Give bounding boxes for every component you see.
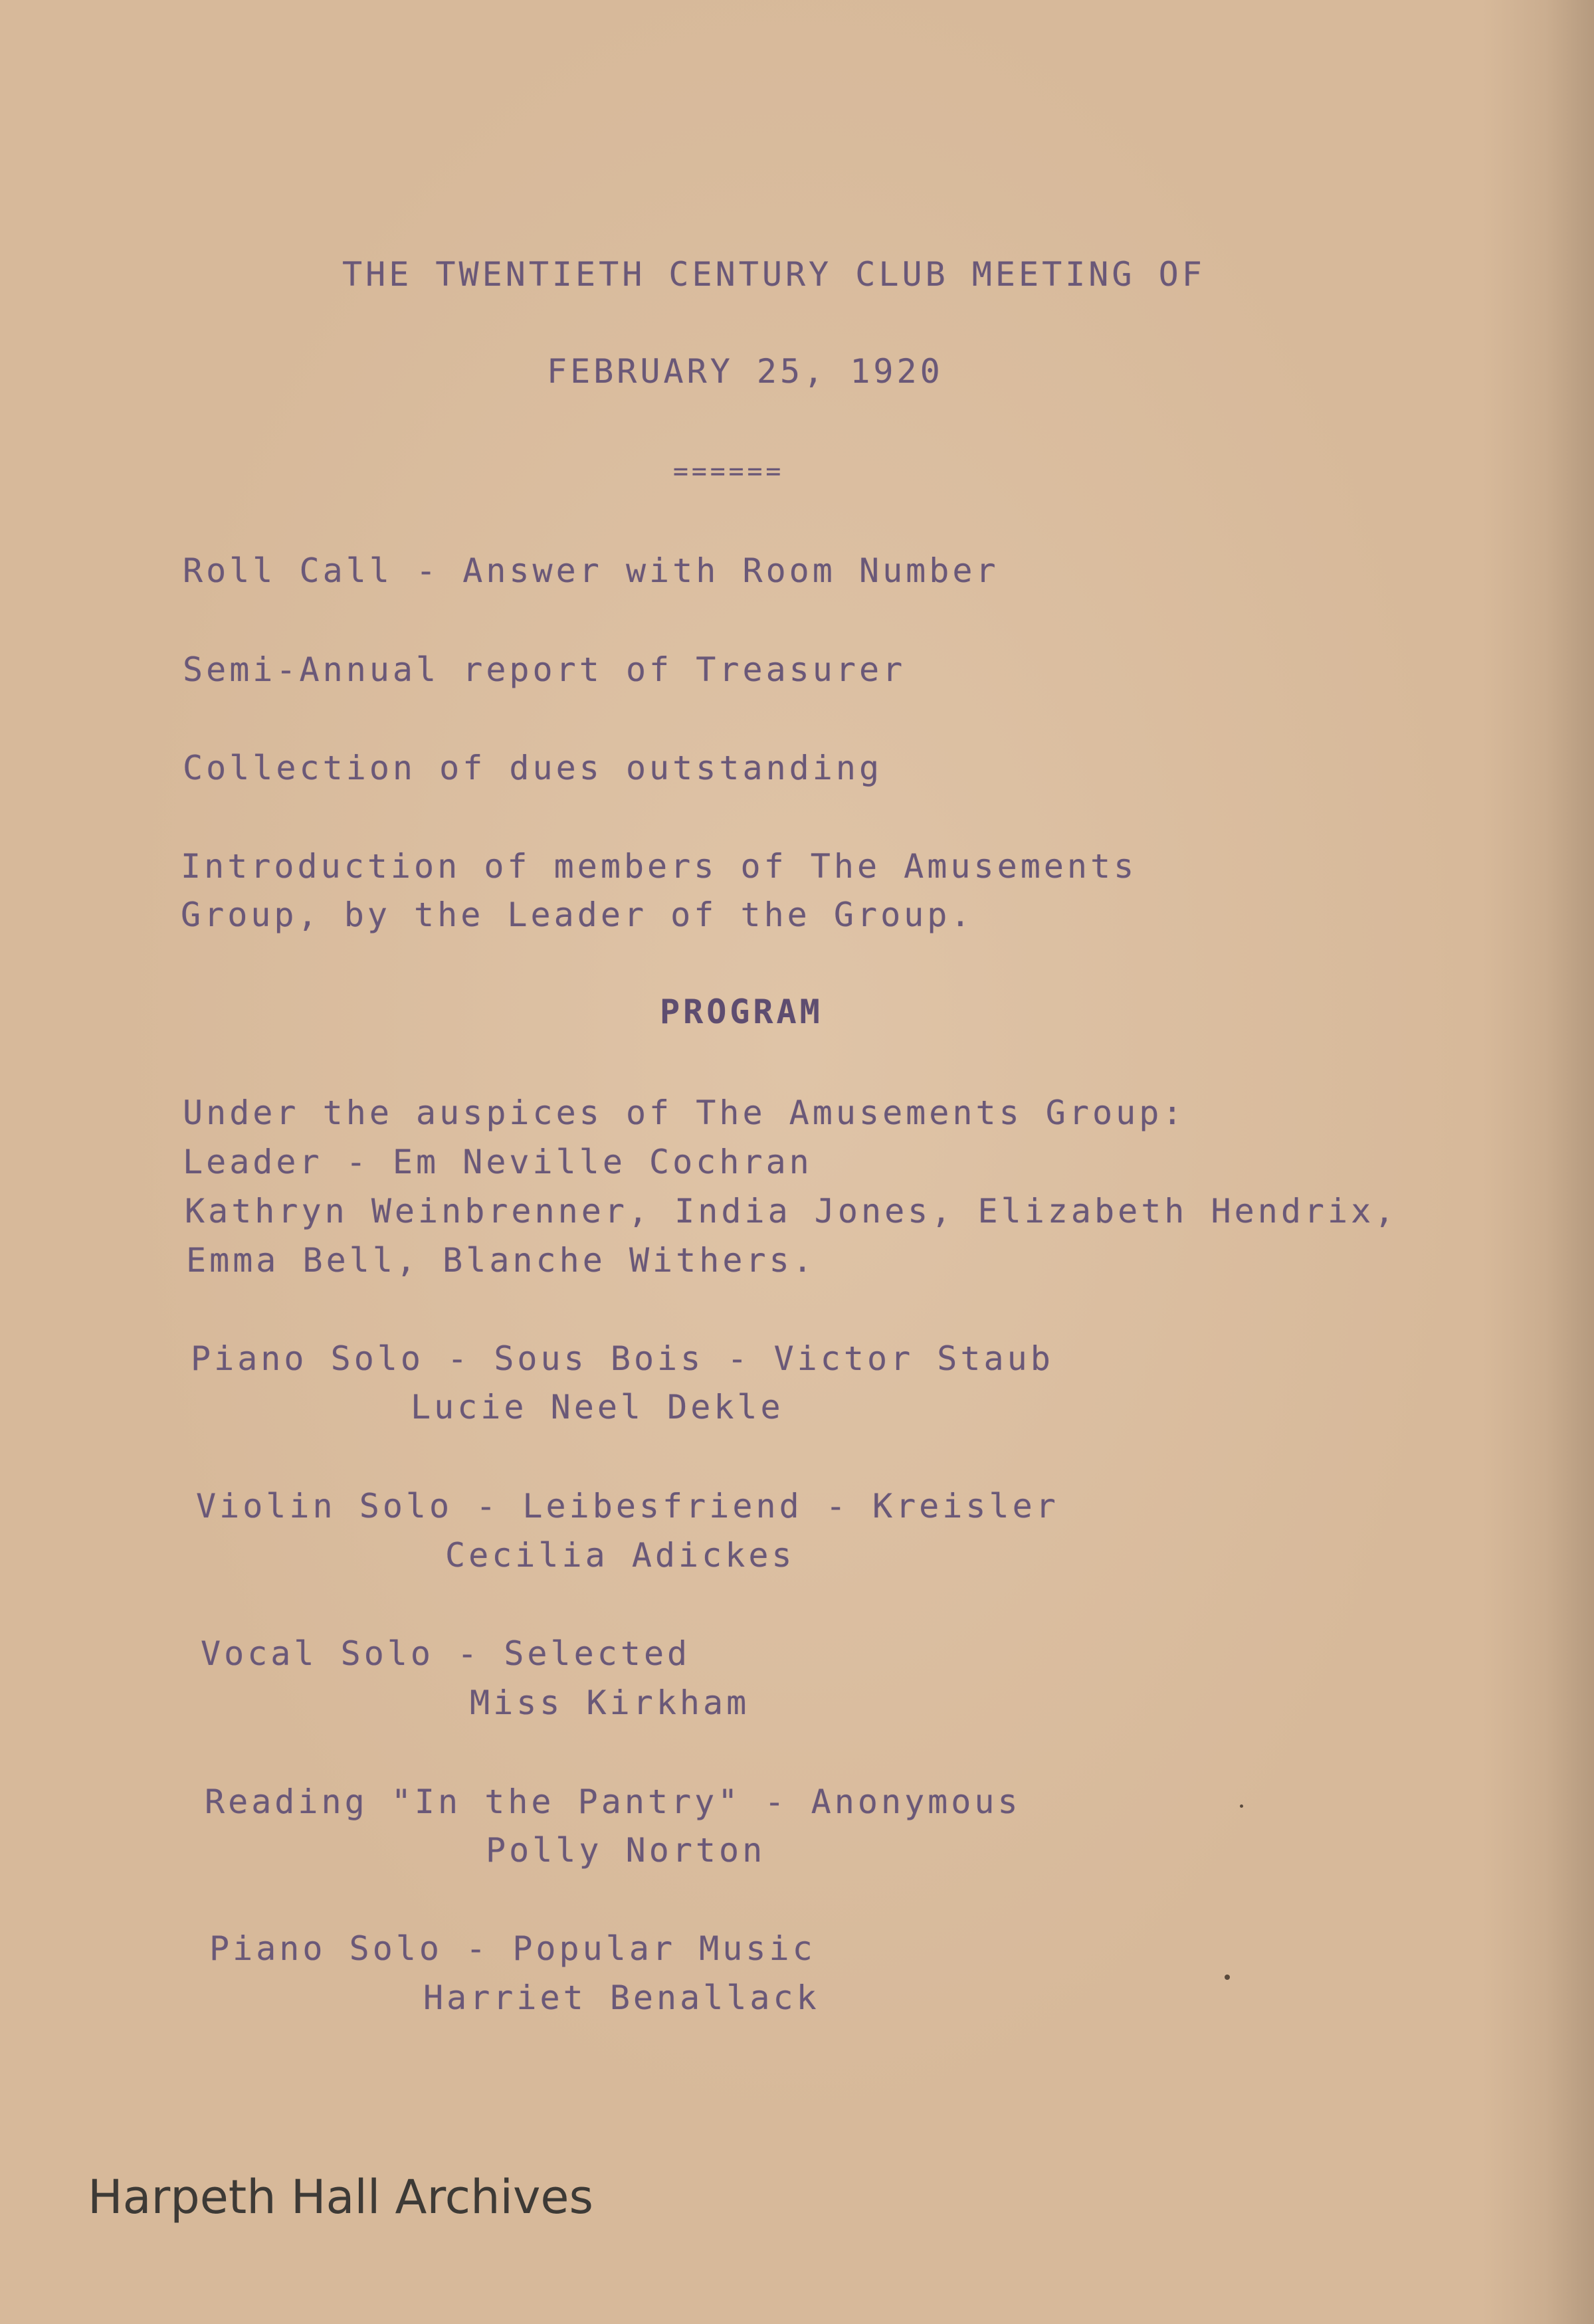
- auspices-line: Kathryn Weinbrenner, India Jones, Elizabeth Hendrix,: [185, 1192, 1398, 1230]
- agenda-item: Semi-Annual report of Treasurer: [183, 650, 906, 689]
- program-item-performer: Cecilia Adickes: [445, 1536, 795, 1575]
- program-item-piece: Violin Solo - Leibesfriend - Kreisler: [196, 1487, 1059, 1525]
- program-item-piece: Piano Solo - Popular Music: [209, 1929, 816, 1968]
- auspices-line: Under the auspices of The Amusements Group:: [183, 1094, 1186, 1132]
- program-item-performer: Polly Norton: [486, 1831, 766, 1870]
- paper-speck: [1225, 1975, 1230, 1980]
- program-item-piece: Piano Solo - Sous Bois - Victor Staub: [191, 1339, 1054, 1378]
- divider: ======: [673, 456, 785, 486]
- auspices-line: Leader - Em Neville Cochran: [183, 1143, 813, 1181]
- agenda-item: Group, by the Leader of the Group.: [181, 896, 974, 934]
- program-item-performer: Miss Kirkham: [470, 1684, 750, 1722]
- program-item-piece: Reading "In the Pantry" - Anonymous: [205, 1783, 1021, 1821]
- program-item-piece: Vocal Solo - Selected: [201, 1634, 691, 1673]
- program-heading: PROGRAM: [660, 993, 823, 1031]
- agenda-item: Collection of dues outstanding: [183, 749, 883, 787]
- program-item-performer: Harriet Benallack: [423, 1979, 820, 2017]
- auspices-line: Emma Bell, Blanche Withers.: [186, 1241, 816, 1280]
- paper-speck: [1240, 1804, 1243, 1808]
- document-date: FEBRUARY 25, 1920: [547, 352, 944, 391]
- document-title: THE TWENTIETH CENTURY CLUB MEETING OF: [342, 255, 1205, 294]
- archive-watermark: Harpeth Hall Archives: [88, 2170, 593, 2224]
- agenda-item: Roll Call - Answer with Room Number: [183, 551, 999, 590]
- program-item-performer: Lucie Neel Dekle: [411, 1388, 784, 1426]
- agenda-item: Introduction of members of The Amusements: [181, 847, 1138, 886]
